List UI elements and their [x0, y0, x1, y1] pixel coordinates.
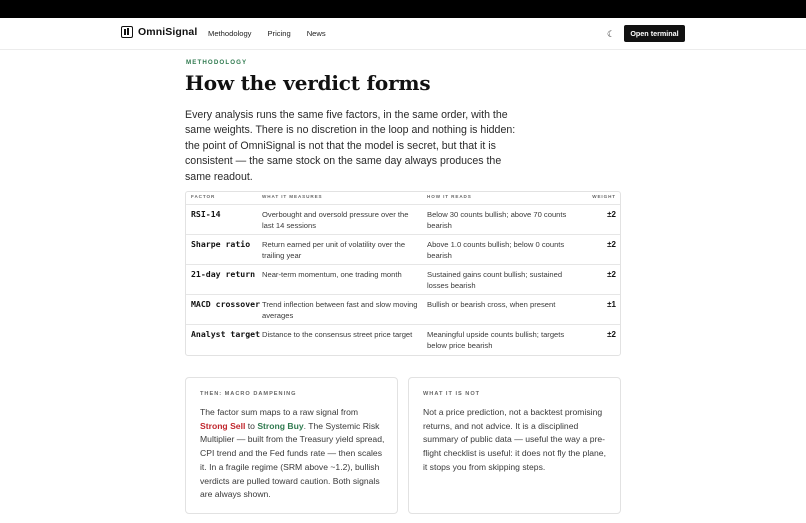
intro-paragraph: Every analysis runs the same five factors, in the same order, with the same weights. There is no discretion in the loop and nothing is hidden: the point of OmniSignal is not that the model is secret, but that it is consistent — the same stock on the same day always produces the same readout.: [185, 109, 516, 183]
header-measures: WHAT IT MEASURES: [262, 194, 323, 199]
factor-reads: Meaningful upside counts bullish; targets below price bearish: [427, 330, 565, 351]
factor-weight: ±2: [607, 210, 616, 219]
what-it-is-not-card: [408, 377, 621, 514]
factor-measures: Overbought and oversold pressure over the last 14 sessions: [262, 210, 409, 231]
omnisignal-logo-icon: [121, 26, 133, 38]
card-label: WHAT IT IS NOT: [423, 391, 481, 397]
header-factor: FACTOR: [191, 194, 216, 199]
factor-name: RSI-14: [191, 209, 221, 219]
open-terminal-button[interactable]: Open terminal: [624, 25, 685, 42]
site-header: [0, 18, 806, 50]
factor-reads: Bullish or bearish cross, when present: [427, 300, 556, 309]
strong-sell-label: Strong Sell: [200, 420, 246, 431]
factor-name: MACD crossover: [191, 299, 261, 309]
nav-link-methodology[interactable]: Methodology: [208, 29, 252, 38]
header-weight: WEIGHT: [592, 194, 616, 199]
factor-measures: Return earned per unit of volatility over the trailing year: [262, 240, 406, 261]
card-body: [200, 406, 386, 502]
card-body: Not a price prediction, not a backtest promising returns, and not advice. It is a disciplined summary of public data — useful the way a pre-flight checklist is useful: it does not fly the plane, it stops you from skipping steps.: [423, 407, 606, 472]
card-label: THEN: MACRO DAMPENING: [200, 391, 297, 397]
factor-measures: Distance to the consensus street price target: [262, 330, 413, 339]
factor-reads: Sustained gains count bullish; sustained losses bearish: [427, 270, 563, 291]
factor-weight: ±2: [607, 330, 616, 339]
section-eyebrow: METHODOLOGY: [186, 59, 248, 66]
factor-name: 21-day return: [191, 269, 256, 279]
nav-link-news[interactable]: News: [306, 29, 326, 38]
strong-buy-label: Strong Buy: [257, 420, 304, 431]
card-text-to: to: [245, 420, 258, 431]
brand-name: OmniSignal: [138, 26, 198, 38]
card-text-after: . The Systemic Risk Multiplier — built from the Treasury yield spread, CPI trend and the Fed funds rate — then scales it. In a fragile regime (SRM above ~1.2), bullish verdicts are pulled toward caution. Both signals are always shown.: [200, 420, 385, 500]
table-row: [186, 204, 620, 235]
table-row: [186, 234, 620, 265]
header-reads: HOW IT READS: [427, 194, 472, 199]
factor-reads: Above 1.0 counts bullish; below 0 counts bearish: [427, 240, 565, 261]
factor-reads: Below 30 counts bullish; above 70 counts bearish: [427, 210, 567, 231]
factor-weight: ±2: [607, 270, 616, 279]
table-row: [186, 294, 620, 325]
nav-links: [208, 29, 326, 38]
table-row: [186, 264, 620, 295]
top-black-bar: [0, 0, 806, 18]
table-row: [186, 324, 620, 355]
factors-table: [185, 191, 621, 356]
page-title: How the verdict forms: [185, 71, 431, 95]
factor-weight: ±1: [607, 300, 616, 309]
factor-measures: Near-term momentum, one trading month: [262, 270, 402, 279]
nav-link-pricing[interactable]: Pricing: [267, 29, 291, 38]
macro-dampening-card: [185, 377, 398, 514]
moon-icon[interactable]: ☾: [606, 29, 616, 39]
brand-logo[interactable]: [121, 26, 197, 38]
card-text-before: The factor sum maps to a raw signal from: [200, 407, 359, 417]
factor-name: Analyst target: [191, 329, 261, 339]
factor-measures: Trend inflection between fast and slow moving averages: [262, 300, 418, 321]
factor-name: Sharpe ratio: [191, 239, 251, 249]
factor-weight: ±2: [607, 240, 616, 249]
